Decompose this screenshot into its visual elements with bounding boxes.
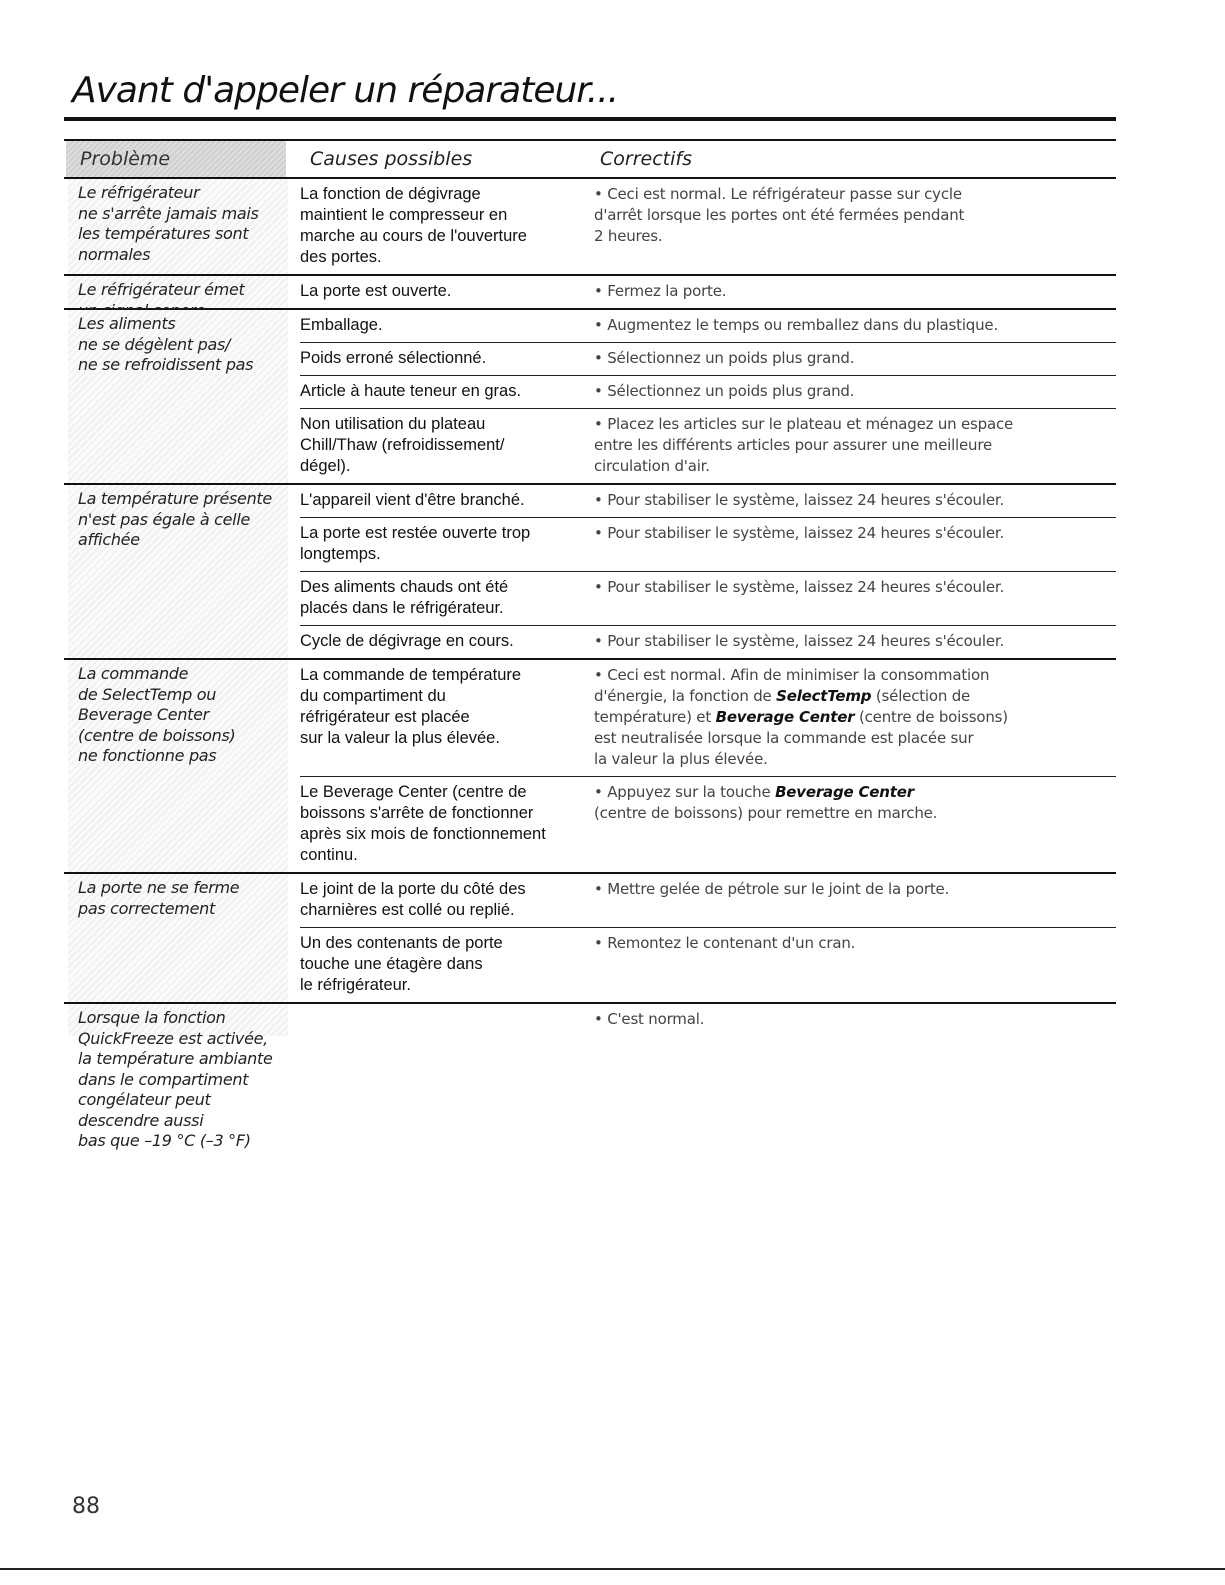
cause-cell: Cycle de dégivrage en cours. [300, 632, 514, 650]
table-row [300, 572, 1116, 626]
fix-cell: • Placez les articles sur le plateau et ménagez un espace entre les différents articles pour assurer une meilleure circulation d'air. [594, 415, 1014, 475]
troubleshooting-table [64, 139, 1116, 1150]
table-row [300, 1004, 1116, 1036]
table-row [300, 660, 1116, 777]
cause-cell: Non utilisation du plateau Chill/Thaw (refroidissement/ dégel). [300, 415, 505, 475]
problem-cell: Le réfrigérateur émet [68, 276, 288, 308]
table-row [300, 276, 1116, 308]
problem-group [64, 310, 1116, 485]
page-number: 88 [72, 1494, 100, 1519]
table-row [300, 777, 1116, 872]
fix-emphasis: SelectTemp [776, 687, 872, 705]
fix-emphasis: Beverage Center [715, 708, 855, 726]
fix-cell: • Augmentez le temps ou remballez dans du plastique. [594, 316, 999, 334]
fix-emphasis: Beverage Center [775, 783, 914, 801]
fix-text: (centre de boissons) est neutralisée lorsque la commande est placée sur la valeur la plus élevée. [594, 708, 1008, 768]
table-row [300, 928, 1116, 1002]
fix-cell: • Sélectionnez un poids plus grand. [594, 349, 855, 367]
problem-group [64, 276, 1116, 310]
table-header [64, 139, 1116, 179]
cause-cell: La porte est restée ouverte trop longtemps. [300, 524, 531, 563]
table-row [300, 518, 1116, 572]
problem-cell: Lorsque la fonction QuickFreeze est activée, la température ambiante dans le compartiment congélateur peut descendre aussi bas que –19 °C (–3 °F) [68, 1004, 288, 1036]
problem-group [64, 874, 1116, 1004]
table-row [300, 626, 1116, 658]
problem-cell: La commande de SelectTemp ou Beverage Center (centre de boissons) ne fonctionne pas [68, 660, 288, 872]
cause-cell: La porte est ouverte. [300, 282, 452, 300]
fix-text: • Appuyez sur la touche [594, 783, 776, 801]
bottom-rule [0, 1568, 1225, 1570]
cause-cell: La fonction de dégivrage maintient le compresseur en marche au cours de l'ouverture des portes. [300, 185, 527, 266]
header-causes: Causes possibles [310, 148, 473, 170]
fix-text: • Ceci est normal. Afin de minimiser la consommation d'énergie, la fonction de [594, 666, 990, 705]
page-title: Avant d'appeler un réparateur... [72, 70, 619, 111]
cause-cell: Poids erroné sélectionné. [300, 349, 487, 367]
problem-group [64, 179, 1116, 276]
fix-cell: • Pour stabiliser le système, laissez 24 heures s'écouler. [594, 578, 1005, 596]
fix-text: (centre de boissons) pour remettre en marche. [594, 804, 938, 822]
table-row [300, 310, 1116, 343]
fix-cell: • C'est normal. [594, 1010, 705, 1028]
problem-group [64, 485, 1116, 660]
table-row [300, 376, 1116, 409]
fix-cell: • Fermez la porte. [594, 282, 727, 300]
cause-cell: L'appareil vient d'être branché. [300, 491, 525, 509]
table-row [300, 343, 1116, 376]
fix-text: (sélection de température) et [594, 687, 971, 726]
fix-cell: • Sélectionnez un poids plus grand. [594, 382, 855, 400]
fix-cell: • Pour stabiliser le système, laissez 24 heures s'écouler. [594, 632, 1005, 650]
cause-cell: Un des contenants de porte touche une étagère dans le réfrigérateur. [300, 934, 503, 994]
cause-cell [300, 1009, 590, 1030]
fix-cell [590, 665, 1114, 770]
header-fixes: Correctifs [600, 148, 692, 170]
header-problem: Problème [66, 141, 286, 177]
fix-cell: • Pour stabiliser le système, laissez 24 heures s'écouler. [594, 491, 1005, 509]
problem-cell: Le réfrigérateur ne s'arrête jamais mais les températures sont normales [68, 179, 288, 274]
table-body [64, 179, 1116, 1150]
cause-cell: Emballage. [300, 316, 383, 334]
cause-cell: Le joint de la porte du côté des charnières est collé ou replié. [300, 880, 526, 919]
table-row [300, 179, 1116, 274]
table-row [300, 874, 1116, 928]
cause-cell: Le Beverage Center (centre de boissons s'arrête de fonctionner après six mois de fonctionnement continu. [300, 783, 546, 864]
problem-cell: La température présente n'est pas égale à celle affichée [68, 485, 288, 658]
fix-cell: • Pour stabiliser le système, laissez 24 heures s'écouler. [594, 524, 1005, 542]
table-row [300, 409, 1116, 483]
fix-cell: • Mettre gelée de pétrole sur le joint de la porte. [594, 880, 950, 898]
fix-cell: • Ceci est normal. Le réfrigérateur passe sur cycle d'arrêt lorsque les portes ont été fermées pendant 2 heures. [594, 185, 965, 245]
cause-cell: Article à haute teneur en gras. [300, 382, 522, 400]
problem-cell: La porte ne se ferme pas correctement [68, 874, 288, 1002]
problem-group [64, 660, 1116, 874]
fix-cell: • Remontez le contenant d'un cran. [594, 934, 856, 952]
cause-cell: La commande de température du compartiment du réfrigérateur est placée sur la valeur la plus élevée. [300, 666, 522, 747]
table-row [300, 485, 1116, 518]
fix-cell [590, 782, 1114, 866]
title-rule [64, 117, 1116, 121]
cause-cell: Des aliments chauds ont été placés dans le réfrigérateur. [300, 578, 509, 617]
problem-cell: Les aliments ne se dégèlent pas/ ne se refroidissent pas [68, 310, 288, 483]
problem-group [64, 1004, 1116, 1150]
